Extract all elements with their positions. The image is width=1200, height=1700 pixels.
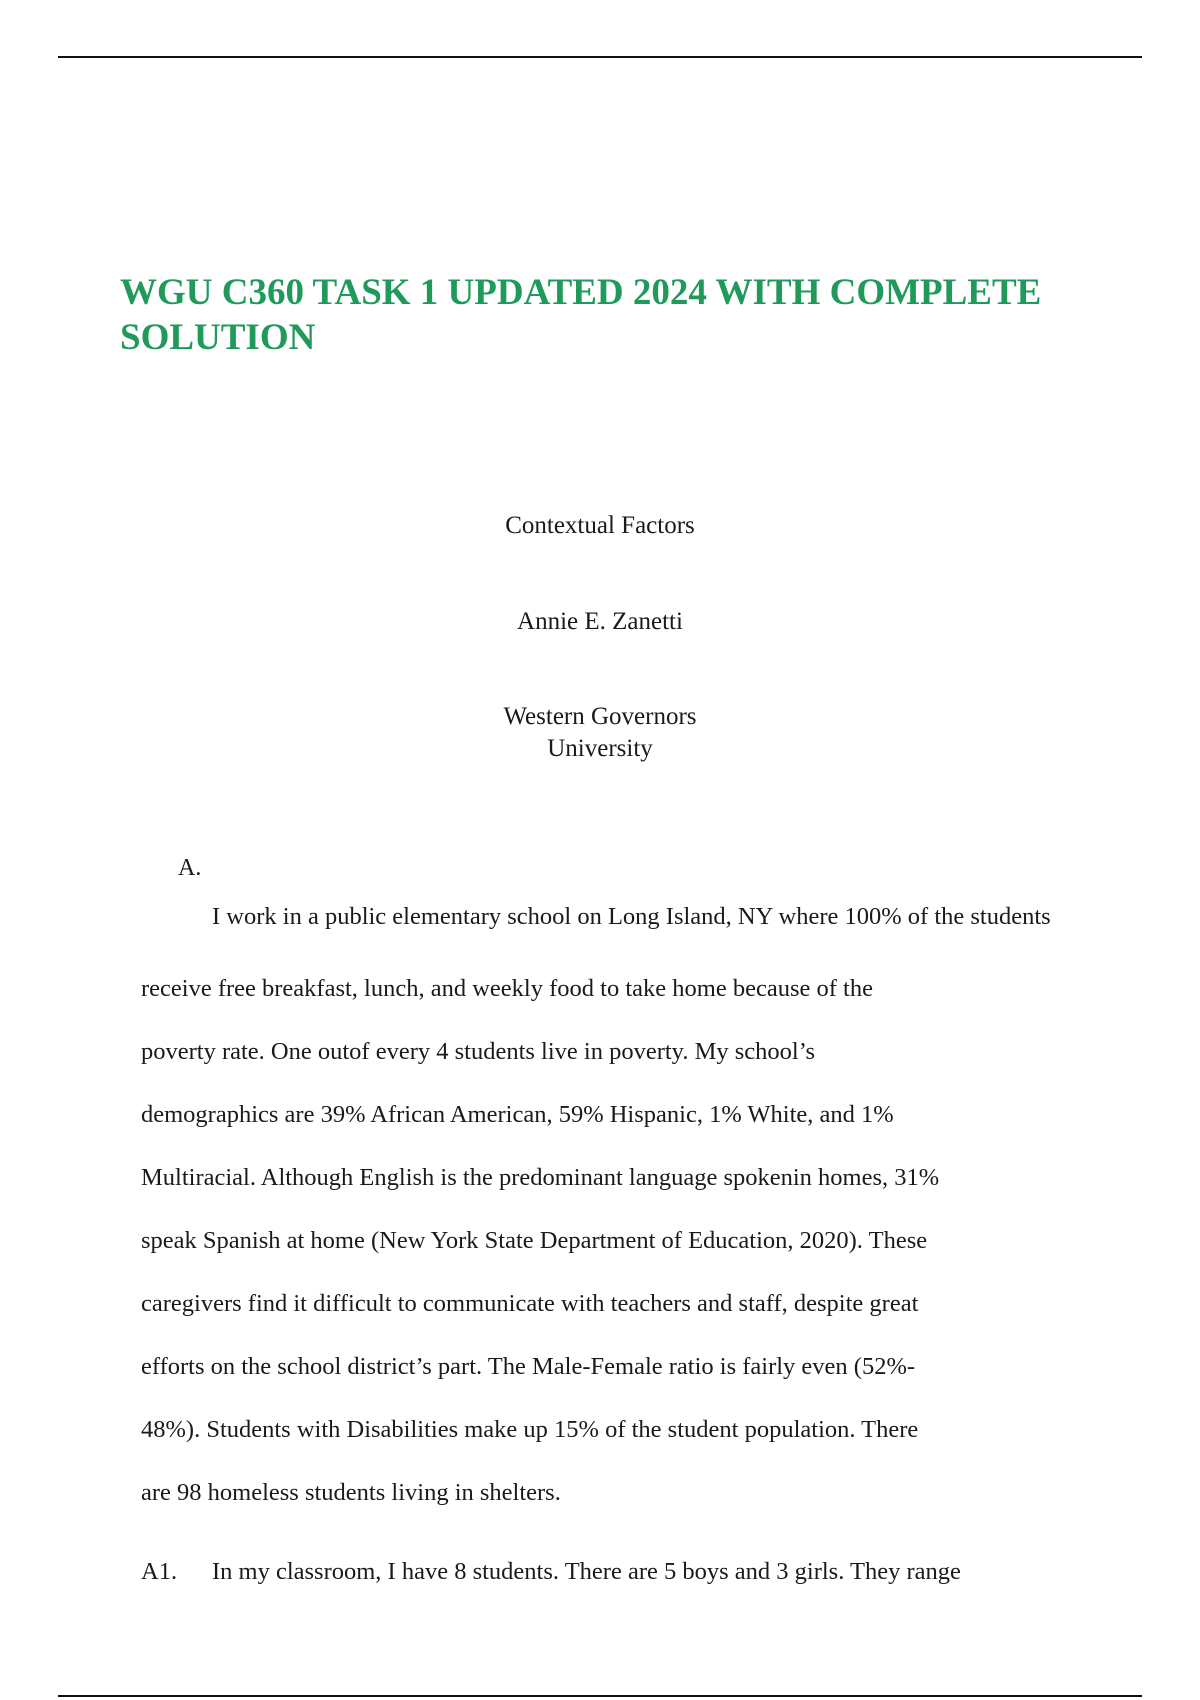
institution-line-1: Western Governors [503,703,697,730]
paragraph-line: efforts on the school district’s part. The Male-Female ratio is fairly even (52%- [141,1353,916,1380]
paragraph-line: poverty rate. One outof every 4 students live in poverty. My school’s [141,1038,816,1065]
author-name: Annie E. Zanetti [517,608,683,635]
paragraph-line: 48%). Students with Disabilities make up 15% of the student population. There [141,1416,919,1443]
section-a1-label: A1. [141,1558,178,1585]
paragraph-line: I work in a public elementary school on Long Island, NY where 100% of the students [212,903,1051,930]
section-a-label: A. [178,855,202,881]
top-rule [58,56,1142,58]
paragraph-line: receive free breakfast, lunch, and weekly food to take home because of the [141,975,873,1002]
paragraph-line: Multiracial. Although English is the predominant language spokenin homes, 31% [141,1164,940,1191]
document-title: WGU C360 TASK 1 UPDATED 2024 WITH COMPLETE SOLUTION [120,272,1042,358]
institution-line-2: University [547,735,653,762]
section-a1-text: In my classroom, I have 8 students. There are 5 boys and 3 girls. They range [212,1558,961,1585]
paragraph-line: caregivers find it difficult to communicate with teachers and staff, despite great [141,1290,919,1317]
bottom-rule [58,1695,1142,1697]
paragraph-line: speak Spanish at home (New York State Department of Education, 2020). These [141,1227,928,1254]
document-subtitle: Contextual Factors [505,512,695,539]
paragraph-line: demographics are 39% African American, 59% Hispanic, 1% White, and 1% [141,1101,894,1128]
paragraph-line: are 98 homeless students living in shelters. [141,1479,561,1506]
